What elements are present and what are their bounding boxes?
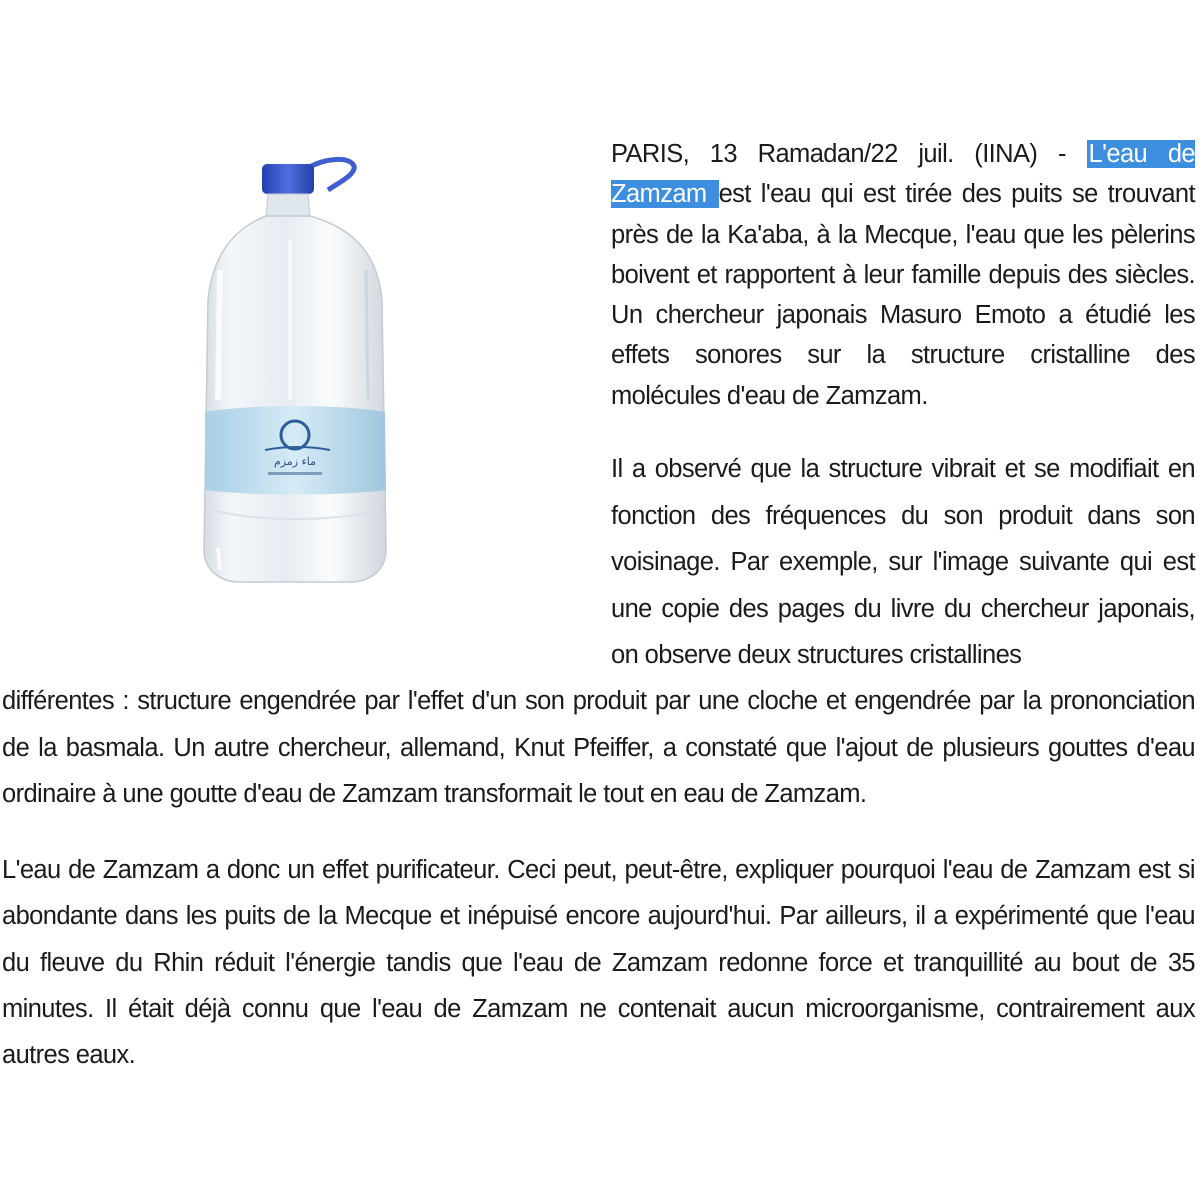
paragraph-intro-text: est l'eau qui est tirée des puits se trouvant près de la Ka'aba, à la Mecque, l'eau que les pèlerins boivent et rapportent à leur famille depuis des siècles. Un chercheur japonais Masuro Emoto a étudié les effets sonores sur la structure cristalline des molécules d'eau de Zamzam. bbox=[611, 180, 1195, 410]
bottle-label-text: ماء زمزم bbox=[274, 455, 316, 468]
paragraph-observation-continued: différentes : structure engendrée par l'effet d'un son produit par une cloche et engendrée par la prononciation de la basmala. Un autre chercheur, allemand, Knut Pfeiffer, a constaté que l'ajout de plusieurs gouttes d'eau ordinaire à une goutte d'eau de Zamzam transformait le tout en eau de Zamzam. bbox=[2, 687, 1195, 808]
bottle-handle bbox=[308, 159, 354, 190]
paragraph-conclusion: L'eau de Zamzam a donc un effet purificateur. Ceci peut, peut-être, expliquer pourquoi l'eau de Zamzam est si abondante dans les puits de la Mecque et inépuisé encore aujourd'hui. Par ailleurs, il a expérimenté que l'eau du fleuve du Rhin réduit l'énergie tandis que l'eau de Zamzam redonne force et tranquillité au bout de 35 minutes. Il était déjà connu que l'eau de Zamzam ne contenait aucun microorganisme, contrairement aux autres eaux. bbox=[2, 856, 1195, 1070]
bottle-cap bbox=[262, 164, 314, 194]
bottle-body bbox=[204, 216, 386, 582]
paragraph-intro bbox=[611, 134, 1195, 416]
water-bottle-image bbox=[190, 150, 400, 590]
paragraph-observation: Il a observé que la structure vibrait et se modifiait en fonction des fréquences du son produit dans son voisinage. Par exemple, sur l'image suivante qui est une copie des pages du livre du chercheur japonais, on observe deux structures cristallines bbox=[611, 455, 1195, 669]
dateline: PARIS, 13 Ramadan/22 juil. (IINA) - bbox=[611, 140, 1087, 168]
selected-text[interactable]: L'eau de Zamzam bbox=[611, 140, 1195, 209]
